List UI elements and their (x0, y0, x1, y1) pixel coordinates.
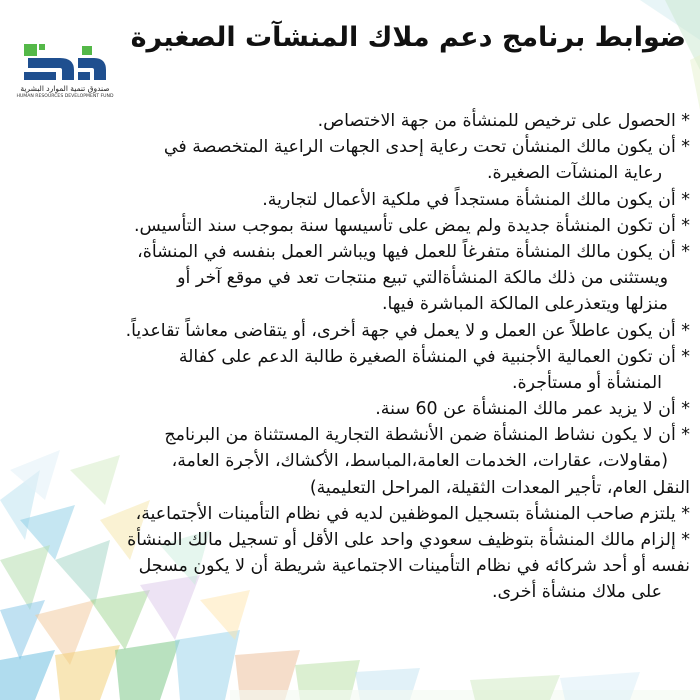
logo-arabic-name: صندوق تنمية الموارد البشرية (20, 84, 110, 93)
rules-list (6, 108, 690, 606)
rule-line: نفسه أو أحد شركائه في نظام التأمينات الاجتماعية شريطة أن لا يكون مسجل (138, 556, 690, 577)
rule-line: * أن تكون المنشأة جديدة ولم يمض على تأسيسها سنة بموجب سند التأسيس. (133, 215, 690, 236)
rule-line: * أن يكون مالك المنشأن تحت رعاية إحدى الجهات الراعية المتخصصة في (163, 137, 690, 158)
rule-line: * أن لا يكون نشاط المنشأة ضمن الأنشطة التجارية المستثناة من البرنامج (164, 425, 690, 446)
rule-line: منزلها ويتعذرعلى المالكة المباشرة فيها. (381, 294, 668, 315)
rule-line: (مقاولات، عقارات، الخدمات العامة،المباسط، الأكشاك، الأجرة العامة، (171, 451, 668, 472)
logo-english-name: HUMAN RESOURCES DEVELOPMENT FUND (16, 94, 114, 99)
rule-line: المنشأة أو مستأجرة. (511, 372, 662, 393)
page-title: ضوابط برنامج دعم ملاك المنشآت الصغيرة (130, 22, 686, 53)
rule-line: * إلزام مالك المنشأة بتوظيف سعودي واحد على الأقل أو تسجيل مالك المنشأة (127, 530, 690, 550)
rule-line: * أن تكون العمالية الأجنبية في المنشأة الصغيرة طالبة الدعم على كفالة (178, 346, 690, 367)
hrdf-logo-icon (22, 42, 108, 84)
rule-line: * يلتزم صاحب المنشأة بتسجيل الموظفين لديه في نظام التأمينات الأجتماعية، (135, 503, 690, 524)
rule-line: * أن يكون مالك المنشأة مستجداً في ملكية الأعمال لتجارية. (262, 189, 690, 210)
logo (16, 40, 114, 102)
rule-line: * أن يكون عاطلاً عن العمل و لا يعمل في جهة أخرى، أو يتقاضى معاشاً تقاعدياً. (125, 320, 690, 341)
rule-line: * أن يكون مالك المنشأة متفرغاً للعمل فيها ويباشر العمل بنفسه في المنشأة، (137, 241, 690, 262)
rule-line: النقل العام، تأجير المعدات الثقيلة، المراحل التعليمية) (309, 477, 690, 498)
rule-line: ويستثنى من ذلك مالكة المنشأةالتي تبيع منتجات تعد في موقع آخر أو (177, 268, 668, 289)
rule-line: رعاية المنشآت الصغيرة. (487, 163, 662, 184)
rule-line: على ملاك منشأة أخرى. (491, 582, 662, 603)
rule-line: * الحصول على ترخيص للمنشأة من جهة الاختصاص. (317, 111, 690, 131)
rule-line: * أن لا يزيد عمر مالك المنشأة عن 60 سنة. (375, 399, 690, 420)
